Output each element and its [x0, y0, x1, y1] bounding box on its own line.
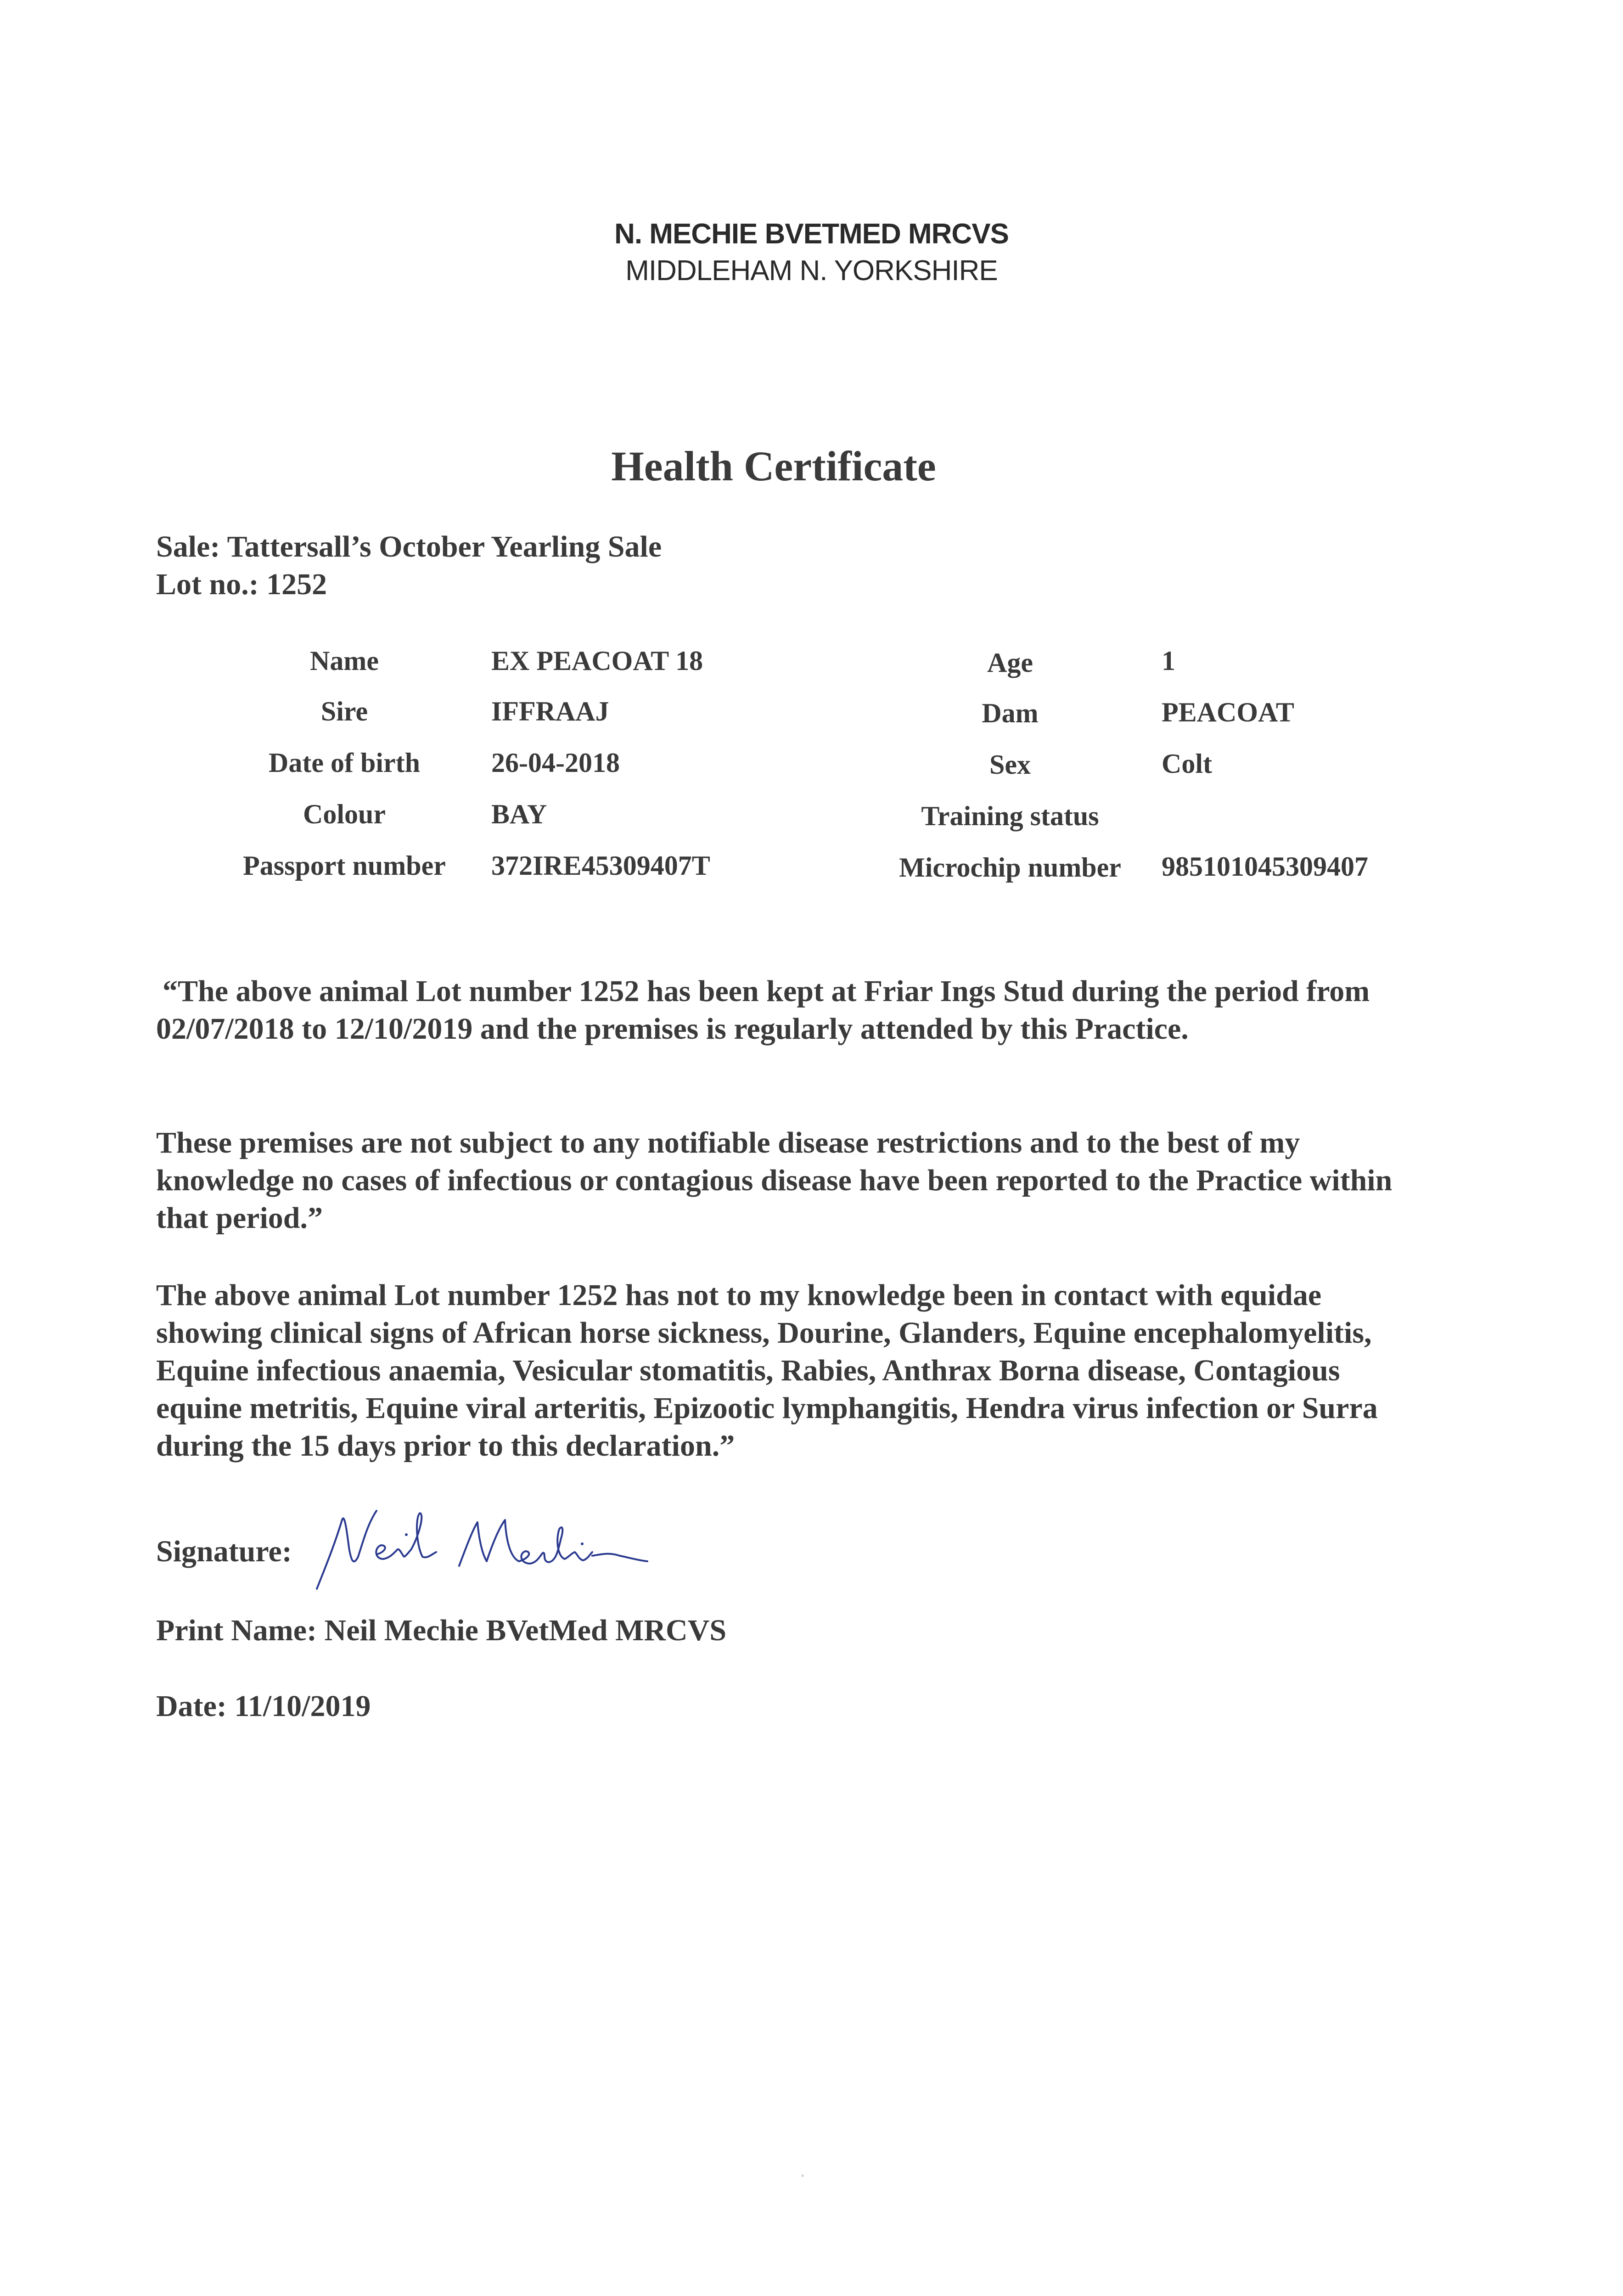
letterhead-address: MIDDLEHAM N. YORKSHIRE [625, 255, 998, 287]
label-passport-number: Passport number [243, 850, 446, 881]
label-training-status: Training status [921, 801, 1099, 831]
label-sex: Sex [989, 749, 1031, 780]
label-sire: Sire [320, 696, 368, 726]
page-title: Health Certificate [611, 443, 936, 490]
label-colour: Colour [303, 799, 386, 829]
label-microchip-number: Microchip number [899, 852, 1121, 883]
label-age: Age [987, 647, 1033, 678]
value-passport-number: 372IRE45309407T [491, 850, 710, 881]
value-microchip-number: 985101045309407 [1162, 851, 1368, 882]
value-name: EX PEACOAT 18 [491, 646, 703, 676]
value-sex: Colt [1162, 748, 1212, 779]
label-dam: Dam [982, 698, 1039, 728]
print-name: Print Name: Neil Mechie BVetMed MRCVS [156, 1614, 727, 1647]
certificate-date: Date: 11/10/2019 [156, 1689, 371, 1723]
handwritten-signature [308, 1502, 721, 1593]
statement-paragraph-1: “The above animal Lot number 1252 has been kept at Friar Ings Stud during the period from 02/07/2018 to 12/10/2019 and the premises is regularly attended by this Practice. [156, 974, 1370, 1046]
statement-paragraph-3: The above animal Lot number 1252 has not to my knowledge been in contact with equidae showing clinical signs of African horse sickness, Dourine, Glanders, Equine encephalomyelitis, Equine infectious anaemia, Vesicular stomatitis, Rabies, Anthrax Borna disease, Contagious equine metritis, Equine viral arteritis, Epizootic lymphangitis, Hendra virus infection or Surra during the 15 days prior to this declaration.” [156, 1278, 1378, 1463]
letterhead-practice-name: N. MECHIE BVETMED MRCVS [614, 218, 1009, 250]
value-colour: BAY [491, 799, 547, 829]
label-name: Name [310, 646, 379, 676]
value-date-of-birth: 26-04-2018 [491, 748, 620, 778]
lot-number-line: Lot no.: 1252 [156, 568, 327, 601]
signature-label: Signature: [156, 1535, 292, 1568]
value-sire: IFFRAAJ [491, 696, 609, 726]
sale-line: Sale: Tattersall’s October Yearling Sale [156, 530, 662, 563]
scan-speck [801, 2174, 804, 2177]
value-age: 1 [1162, 646, 1175, 676]
label-date-of-birth: Date of birth [269, 748, 420, 778]
sale-info [156, 528, 662, 603]
statement-paragraph-2: These premises are not subject to any notifiable disease restrictions and to the best of my knowledge no cases of infectious or contagious disease have been reported to the Practice within that period.” [156, 1126, 1393, 1235]
animal-details-table [156, 645, 1442, 902]
value-dam: PEACOAT [1162, 697, 1294, 727]
letterhead [0, 216, 1623, 289]
